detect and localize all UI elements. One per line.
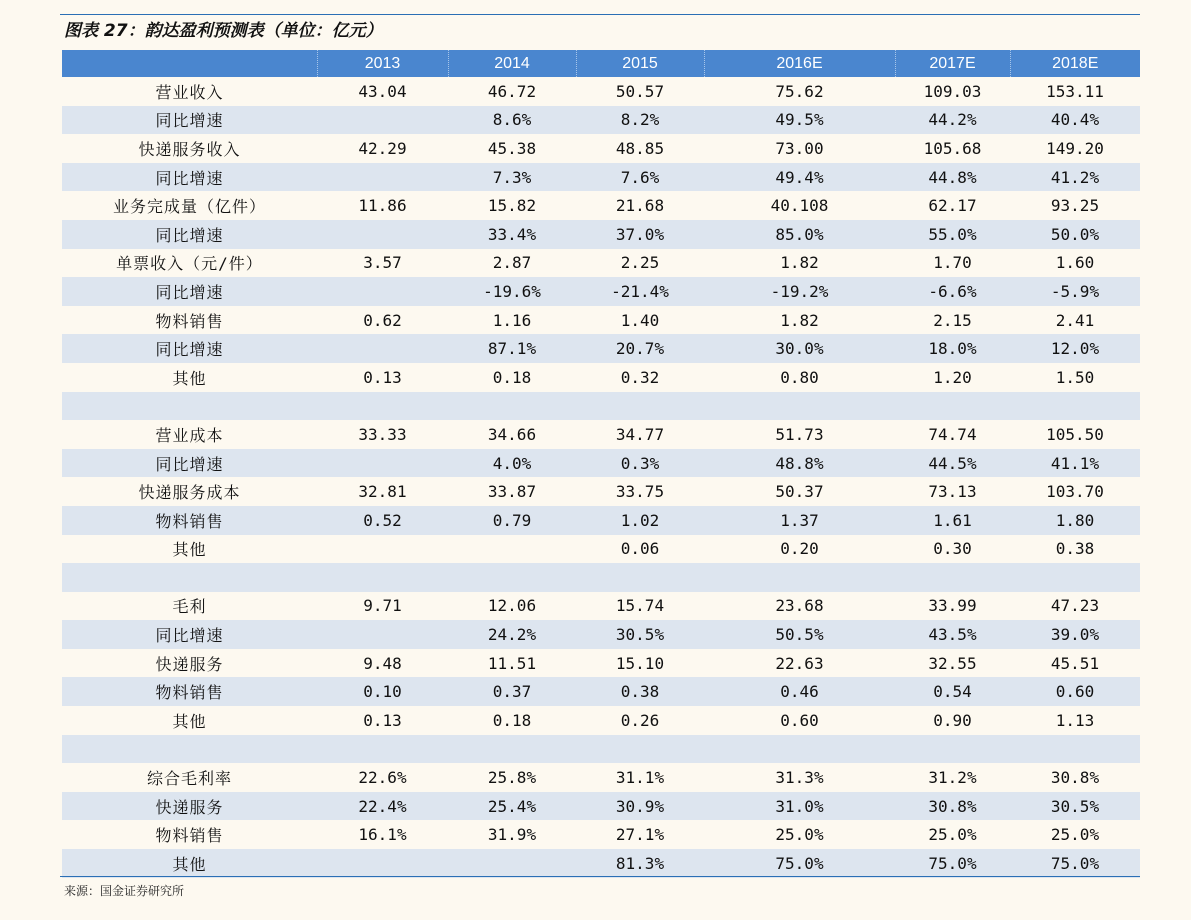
row-label-text: 同比增速 (155, 626, 224, 646)
table-row (62, 477, 1140, 506)
row-label (62, 449, 317, 478)
source-note: 来源：国金证券研究所 (64, 884, 185, 898)
row-label-text: 同比增速 (155, 168, 224, 188)
row-label (62, 649, 317, 678)
table-cell: 37.0% (615, 224, 665, 244)
row-label-text: 单票收入（元/件） (116, 254, 263, 274)
table-cell: 30.5% (1050, 796, 1100, 816)
table-cell: 25.0% (928, 825, 977, 845)
table-cell: 0.26 (620, 710, 660, 730)
table-cell: 1.80 (1055, 510, 1095, 530)
row-label-text: 营业成本 (155, 425, 224, 445)
table-cell (576, 392, 704, 421)
row-label (62, 163, 317, 192)
table-cell: 12.06 (487, 596, 537, 616)
table-row (62, 735, 1140, 764)
row-label (62, 249, 317, 278)
table-cell: 1.60 (1055, 253, 1095, 273)
table-row (62, 592, 1140, 621)
table-row (62, 134, 1140, 163)
table-cell: 25.4% (487, 796, 537, 816)
table-cell: 1.82 (780, 253, 819, 273)
table-cell: 1.70 (933, 253, 972, 273)
row-label (62, 506, 317, 535)
table-cell (895, 735, 1010, 764)
table-row (62, 420, 1140, 449)
row-label-text: 营业收入 (155, 82, 224, 102)
table-cell (448, 849, 576, 878)
table-cell: 1.02 (620, 510, 660, 530)
row-label (62, 477, 317, 506)
table-row (62, 763, 1140, 792)
table-cell: 1.13 (1055, 710, 1095, 730)
row-label (62, 849, 317, 878)
row-label (62, 134, 317, 163)
table-row (62, 849, 1140, 878)
table-cell: 31.3% (775, 768, 824, 788)
header-cell-year: 2013 (317, 50, 448, 77)
table-cell: 153.11 (1046, 81, 1104, 101)
table-cell: 40.4% (1050, 110, 1100, 130)
table-cell: 45.51 (1050, 653, 1100, 673)
table-cell: 105.50 (1046, 424, 1104, 444)
row-label-text: 业务完成量（亿件） (112, 197, 266, 217)
table-cell: 109.03 (923, 81, 982, 101)
table-cell: 87.1% (487, 339, 537, 359)
table-cell (704, 735, 895, 764)
table-cell: 85.0% (775, 224, 824, 244)
table-cell: 45.38 (487, 138, 537, 158)
table-row (62, 220, 1140, 249)
table-cell: 30.8% (928, 796, 977, 816)
table-cell: 32.55 (928, 653, 977, 673)
row-label (62, 735, 317, 764)
table-cell: 75.0% (928, 853, 977, 873)
table-cell: -5.9% (1050, 281, 1100, 301)
table-cell: 73.13 (928, 482, 977, 502)
row-label (62, 420, 317, 449)
table-cell: 0.46 (780, 682, 819, 702)
row-label (62, 77, 317, 106)
table-cell (704, 392, 895, 421)
table-cell: 0.30 (933, 539, 972, 559)
table-cell: 0.38 (1055, 539, 1095, 559)
table-row (62, 363, 1140, 392)
table-header-row (62, 50, 1140, 77)
table-cell: 49.5% (775, 110, 824, 130)
table-cell: 9.48 (363, 653, 402, 673)
table-cell: 31.2% (928, 768, 977, 788)
table-cell: 0.3% (620, 453, 660, 473)
table-row (62, 620, 1140, 649)
table-cell: 0.37 (492, 682, 532, 702)
table-cell: 7.3% (492, 167, 532, 187)
table-cell (317, 535, 448, 564)
table-cell (1010, 392, 1140, 421)
table-cell: 105.68 (923, 138, 982, 158)
table-cell: 103.70 (1046, 482, 1104, 502)
row-label (62, 191, 317, 220)
table-cell: 25.0% (775, 825, 824, 845)
table-cell: 74.74 (928, 424, 977, 444)
table-cell: 2.41 (1055, 310, 1095, 330)
row-label-text: 同比增速 (155, 111, 224, 131)
row-label (62, 334, 317, 363)
row-label-text: 同比增速 (155, 454, 224, 474)
table-cell: 33.33 (358, 424, 407, 444)
bottom-rule (60, 876, 1140, 877)
table-cell: 50.5% (775, 625, 824, 645)
table-cell: 0.52 (363, 510, 402, 530)
table-cell (317, 277, 448, 306)
table-cell: 0.18 (492, 367, 532, 387)
header-cell-label (62, 50, 317, 77)
table-cell: 1.40 (620, 310, 660, 330)
table-cell: 149.20 (1046, 138, 1104, 158)
header-cell-year: 2015 (576, 50, 704, 77)
table-cell (317, 735, 448, 764)
table-cell: 1.37 (780, 510, 819, 530)
row-label (62, 392, 317, 421)
row-label-text: 其他 (172, 368, 207, 388)
table-row (62, 306, 1140, 335)
table-cell: 81.3% (615, 853, 665, 873)
table-row (62, 277, 1140, 306)
table-cell: 34.66 (487, 424, 537, 444)
table-cell: 18.0% (928, 339, 977, 359)
table-cell: 2.87 (492, 253, 532, 273)
table-cell: 75.0% (775, 853, 824, 873)
table-cell: -21.4% (611, 281, 669, 301)
table-cell: 25.0% (1050, 825, 1100, 845)
figure-title (64, 18, 383, 44)
table-cell: 0.80 (780, 367, 819, 387)
table-row (62, 563, 1140, 592)
table-cell: 30.5% (615, 625, 665, 645)
header-cell-year: 2018E (1010, 50, 1140, 77)
row-label-text: 其他 (172, 711, 207, 731)
table-row (62, 706, 1140, 735)
table-cell (576, 563, 704, 592)
table-cell: 16.1% (358, 825, 407, 845)
table-cell: 75.62 (775, 81, 824, 101)
table-cell: 43.5% (928, 625, 977, 645)
table-cell: 7.6% (620, 167, 660, 187)
table-cell: 44.2% (928, 110, 977, 130)
table-cell (448, 563, 576, 592)
table-cell: 1.82 (780, 310, 819, 330)
table-cell: 0.18 (492, 710, 532, 730)
row-label-text: 同比增速 (155, 282, 224, 302)
table-cell: 22.63 (775, 653, 824, 673)
table-cell: 33.75 (615, 482, 665, 502)
table-cell (317, 563, 448, 592)
table-cell: 44.8% (928, 167, 977, 187)
table-row (62, 77, 1140, 106)
row-label (62, 792, 317, 821)
table-cell: 33.4% (487, 224, 537, 244)
top-rule (60, 14, 1140, 15)
table-cell: 34.77 (615, 424, 665, 444)
row-label (62, 620, 317, 649)
table-cell: 41.1% (1050, 453, 1100, 473)
table-cell: 73.00 (775, 138, 824, 158)
table-cell: 44.5% (928, 453, 977, 473)
table-cell (317, 220, 448, 249)
table-cell: 0.90 (933, 710, 972, 730)
table-cell: 15.10 (615, 653, 665, 673)
table-cell: 12.0% (1050, 339, 1100, 359)
table-cell: 50.37 (775, 482, 824, 502)
table-cell: 0.38 (620, 682, 660, 702)
table-cell: 1.16 (492, 310, 532, 330)
table-cell: 11.86 (358, 196, 407, 216)
table-cell: 31.0% (775, 796, 824, 816)
table-cell (1010, 563, 1140, 592)
table-row (62, 334, 1140, 363)
row-label-text: 物料销售 (155, 826, 224, 846)
table-cell: 75.0% (1050, 853, 1100, 873)
table-cell: 20.7% (615, 339, 665, 359)
table-cell: 0.60 (1055, 682, 1095, 702)
row-label-text: 同比增速 (155, 340, 224, 360)
table-cell (448, 535, 576, 564)
table-cell: 43.04 (358, 81, 407, 101)
row-label (62, 763, 317, 792)
table-row (62, 792, 1140, 821)
row-label (62, 363, 317, 392)
table-body (62, 77, 1140, 878)
row-label-text: 综合毛利率 (146, 769, 232, 789)
table-row (62, 392, 1140, 421)
table-cell: 30.8% (1050, 768, 1100, 788)
table-cell: 31.1% (615, 768, 665, 788)
table-cell: 93.25 (1050, 196, 1100, 216)
table-cell: 2.25 (620, 253, 660, 273)
table-cell: 0.54 (933, 682, 972, 702)
table-cell: 25.8% (487, 768, 537, 788)
table-cell: 48.8% (775, 453, 824, 473)
table-cell (317, 163, 448, 192)
table-cell: 0.20 (780, 539, 819, 559)
table-cell: 15.74 (615, 596, 665, 616)
header-cell-year: 2017E (895, 50, 1010, 77)
row-label (62, 277, 317, 306)
table-cell (317, 449, 448, 478)
table-cell: 22.6% (358, 768, 407, 788)
table-cell: 50.57 (615, 81, 665, 101)
table-row (62, 535, 1140, 564)
table-cell: 1.50 (1055, 367, 1095, 387)
table-cell: 50.0% (1050, 224, 1100, 244)
row-label-text: 快递服务 (155, 797, 224, 817)
table-cell: 24.2% (487, 625, 537, 645)
row-label (62, 592, 317, 621)
table-cell: -19.6% (483, 281, 541, 301)
row-label-text: 物料销售 (155, 311, 224, 331)
table-cell: 1.61 (933, 510, 972, 530)
row-label (62, 563, 317, 592)
table-cell (576, 735, 704, 764)
table-cell: 23.68 (775, 596, 824, 616)
forecast-table (62, 50, 1140, 878)
table-row (62, 106, 1140, 135)
table-cell (1010, 735, 1140, 764)
row-label (62, 677, 317, 706)
table-cell: 39.0% (1050, 625, 1100, 645)
table-cell: 51.73 (775, 424, 824, 444)
table-cell (317, 106, 448, 135)
table-cell: 41.2% (1050, 167, 1100, 187)
row-label-text: 同比增速 (155, 225, 224, 245)
table-cell: 0.06 (620, 539, 660, 559)
table-cell: 42.29 (358, 138, 407, 158)
table-cell: 30.9% (615, 796, 665, 816)
row-label-text: 其他 (172, 854, 207, 874)
table-row (62, 506, 1140, 535)
row-label-text: 快递服务收入 (138, 139, 241, 159)
table-cell: 0.13 (363, 367, 402, 387)
table-row (62, 820, 1140, 849)
table-cell: 0.79 (492, 510, 532, 530)
table-cell: 9.71 (363, 596, 402, 616)
table-cell: 0.32 (620, 367, 660, 387)
table-row (62, 649, 1140, 678)
table-cell: -19.2% (770, 281, 829, 301)
table-row (62, 191, 1140, 220)
table-cell: 0.62 (363, 310, 402, 330)
figure-title-prefix: 图表 27： (64, 21, 145, 41)
row-label (62, 306, 317, 335)
table-cell: 1.20 (933, 367, 972, 387)
row-label-text: 物料销售 (155, 511, 224, 531)
table-cell: 8.2% (620, 110, 660, 130)
row-label-text: 快递服务成本 (138, 483, 241, 503)
figure-title-text: 韵达盈利预测表（单位：亿元） (144, 21, 383, 41)
table-cell (317, 849, 448, 878)
table-cell: 21.68 (615, 196, 665, 216)
row-label-text: 毛利 (172, 597, 207, 617)
table-cell: 31.9% (487, 825, 537, 845)
table-cell (704, 563, 895, 592)
table-row (62, 677, 1140, 706)
row-label-text: 快递服务 (155, 654, 224, 674)
table-cell: 33.87 (487, 482, 537, 502)
header-cell-year: 2014 (448, 50, 576, 77)
table-cell: 49.4% (775, 167, 824, 187)
table-cell: 3.57 (363, 253, 402, 273)
table-cell: 22.4% (358, 796, 407, 816)
table-cell (317, 392, 448, 421)
row-label (62, 820, 317, 849)
table-cell: 48.85 (615, 138, 665, 158)
table-cell: 33.99 (928, 596, 977, 616)
table-cell: 2.15 (933, 310, 972, 330)
table-cell: 4.0% (492, 453, 532, 473)
row-label (62, 535, 317, 564)
table-cell: 62.17 (928, 196, 977, 216)
row-label-text: 物料销售 (155, 683, 224, 703)
table-cell: -6.6% (928, 281, 977, 301)
table-cell: 47.23 (1050, 596, 1100, 616)
row-label (62, 220, 317, 249)
table-cell: 8.6% (492, 110, 532, 130)
header-cell-year: 2016E (704, 50, 895, 77)
table-cell: 11.51 (487, 653, 537, 673)
table-row (62, 249, 1140, 278)
row-label-text: 其他 (172, 540, 207, 560)
table-cell: 55.0% (928, 224, 977, 244)
table-cell (895, 392, 1010, 421)
table-cell: 32.81 (358, 482, 407, 502)
table-cell: 27.1% (615, 825, 665, 845)
table-cell: 0.13 (363, 710, 402, 730)
table-cell: 0.60 (780, 710, 819, 730)
table-cell (317, 620, 448, 649)
table-cell: 40.108 (770, 196, 829, 216)
table-cell (895, 563, 1010, 592)
table-cell: 15.82 (487, 196, 537, 216)
row-label (62, 106, 317, 135)
table-row (62, 449, 1140, 478)
table-row (62, 163, 1140, 192)
table-cell: 30.0% (775, 339, 824, 359)
table-cell: 0.10 (363, 682, 402, 702)
table-cell (317, 334, 448, 363)
row-label (62, 706, 317, 735)
table-cell (448, 392, 576, 421)
forecast-table-container (62, 50, 1140, 878)
table-cell (448, 735, 576, 764)
table-cell: 46.72 (487, 81, 537, 101)
